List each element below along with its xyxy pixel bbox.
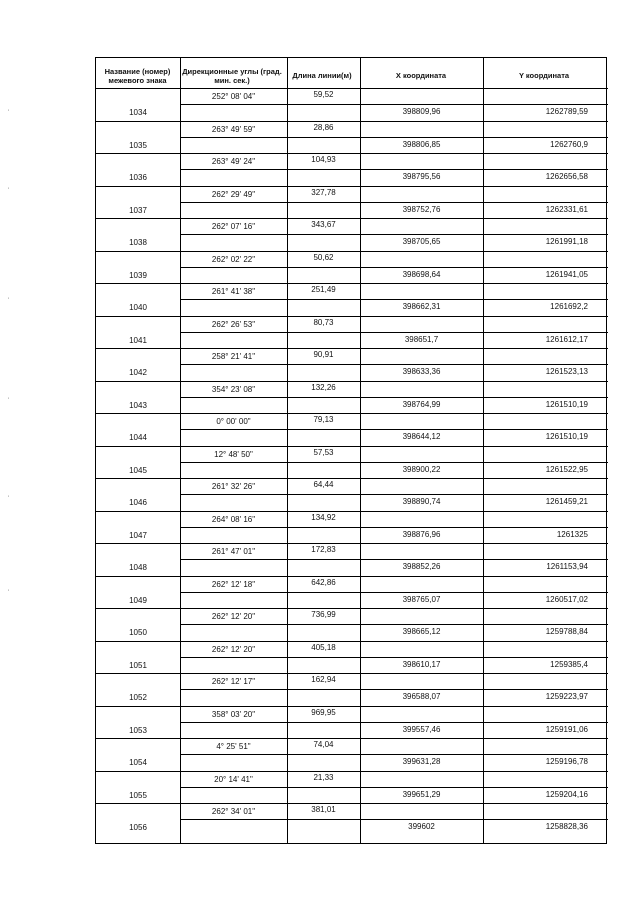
y-coordinate: 1258828,36	[545, 822, 588, 832]
line-length: 736,99	[311, 610, 336, 619]
x-coordinate: 398900,22	[402, 464, 441, 474]
row-divider	[180, 348, 608, 349]
direction-angle: 262° 02' 22"	[211, 254, 256, 264]
x-coordinate: 398633,36	[402, 367, 441, 377]
row-divider	[96, 218, 180, 219]
direction-angle: 263° 49' 59"	[211, 124, 256, 134]
y-coordinate: 1261692,2	[550, 302, 588, 312]
direction-angle: 262° 12' 18"	[211, 579, 256, 589]
point-name: 1040	[129, 303, 147, 313]
point-name: 1049	[129, 595, 147, 605]
y-coordinate: 1262760,9	[550, 139, 588, 149]
direction-angle: 262° 12' 20"	[211, 644, 256, 654]
row-divider	[96, 803, 180, 804]
direction-angle: 258° 21' 41"	[211, 352, 256, 361]
row-divider	[96, 381, 180, 382]
header-length: Длина линии(м)	[292, 71, 352, 80]
row-divider	[180, 169, 608, 170]
y-coordinate: 1259223,97	[545, 692, 588, 702]
header-angle: Дирекционные углы (град. мин. сек.)	[182, 67, 282, 85]
point-name: 1056	[129, 823, 147, 833]
x-coordinate: 398752,76	[402, 204, 441, 214]
line-length: 57,53	[313, 447, 334, 457]
y-coordinate: 1261523,13	[545, 367, 588, 377]
x-coordinate: 398764,99	[402, 399, 441, 409]
line-length: 381,01	[311, 805, 336, 814]
point-name: 1034	[129, 108, 147, 118]
point-name: 1046	[129, 498, 147, 508]
row-divider	[180, 186, 608, 187]
row-divider	[96, 641, 180, 642]
row-divider	[96, 348, 180, 349]
row-divider	[180, 738, 608, 739]
point-name: 1048	[129, 563, 147, 573]
direction-angle: 261° 47' 01"	[211, 547, 256, 556]
line-length: 162,94	[311, 675, 336, 684]
y-coordinate: 1261510,19	[545, 399, 588, 409]
x-coordinate: 398665,12	[402, 627, 441, 637]
row-divider	[180, 592, 608, 593]
y-coordinate: 1259385,4	[550, 659, 588, 669]
row-divider	[180, 478, 608, 479]
y-coordinate: 1262656,58	[545, 172, 588, 182]
direction-angle: 262° 29' 49"	[211, 189, 256, 199]
y-coordinate: 1259196,78	[545, 757, 588, 767]
y-coordinate: 1261612,17	[545, 334, 588, 344]
header-y: Y координата	[518, 71, 570, 80]
line-length: 132,26	[311, 382, 336, 392]
header-x: X координата	[395, 71, 447, 80]
point-name: 1044	[129, 433, 147, 443]
row-divider	[96, 121, 180, 122]
x-coordinate: 398651,7	[404, 334, 439, 344]
row-divider	[96, 543, 180, 544]
row-divider	[180, 787, 608, 788]
row-divider	[180, 803, 608, 804]
y-coordinate: 1262789,59	[545, 107, 588, 117]
row-divider	[180, 657, 608, 658]
y-coordinate: 1261510,19	[545, 432, 588, 442]
row-divider	[96, 186, 180, 187]
direction-angle: 261° 41' 38"	[211, 287, 256, 296]
line-length: 104,93	[311, 155, 336, 164]
point-name: 1043	[129, 400, 147, 410]
point-name: 1053	[129, 725, 147, 735]
y-coordinate: 1261991,18	[545, 237, 588, 247]
row-divider	[180, 494, 608, 495]
row-divider	[180, 624, 608, 625]
x-coordinate: 398662,31	[402, 302, 441, 312]
boundary-table	[95, 57, 607, 844]
x-coordinate: 398852,26	[402, 562, 441, 572]
point-name: 1038	[129, 238, 147, 248]
row-divider	[180, 722, 608, 723]
row-divider	[96, 576, 180, 577]
point-name: 1039	[129, 270, 147, 280]
x-coordinate: 398698,64	[402, 269, 441, 279]
point-name: 1054	[129, 758, 147, 768]
row-divider	[96, 738, 180, 739]
row-divider	[180, 559, 608, 560]
x-coordinate: 398890,74	[402, 497, 441, 507]
margin-tick: '	[8, 398, 10, 404]
x-coordinate: 396588,07	[402, 692, 441, 702]
line-length: 343,67	[311, 220, 336, 229]
line-length: 327,78	[311, 187, 336, 197]
row-divider	[180, 364, 608, 365]
line-length: 405,18	[311, 642, 336, 652]
y-coordinate: 1261459,21	[545, 497, 588, 507]
row-divider	[180, 576, 608, 577]
row-divider	[180, 267, 608, 268]
line-length: 21,33	[313, 772, 334, 782]
direction-angle: 20° 14' 41"	[214, 774, 253, 784]
line-length: 74,04	[313, 740, 334, 749]
row-divider	[180, 397, 608, 398]
column-divider	[360, 58, 361, 843]
row-divider	[180, 543, 608, 544]
direction-angle: 358° 03' 20"	[211, 709, 256, 719]
header-divider	[96, 88, 608, 89]
column-divider	[483, 58, 484, 843]
point-name: 1055	[129, 790, 147, 800]
x-coordinate: 399557,46	[402, 724, 441, 734]
x-coordinate: 398705,65	[402, 237, 441, 247]
margin-tick: '	[8, 188, 10, 194]
direction-angle: 263° 49' 24"	[211, 157, 256, 166]
direction-angle: 261° 32' 26"	[211, 482, 256, 491]
y-coordinate: 1259788,84	[545, 627, 588, 637]
row-divider	[180, 641, 608, 642]
row-divider	[180, 316, 608, 317]
header-name: Название (номер) межевого знака	[104, 67, 171, 85]
row-divider	[180, 673, 608, 674]
row-divider	[180, 153, 608, 154]
point-name: 1037	[129, 205, 147, 215]
line-length: 90,91	[313, 350, 334, 359]
row-divider	[180, 608, 608, 609]
point-name: 1047	[129, 530, 147, 540]
x-coordinate: 398806,85	[402, 139, 441, 149]
line-length: 28,86	[313, 122, 334, 132]
row-divider	[180, 104, 608, 105]
point-name: 1051	[129, 660, 147, 670]
row-divider	[96, 316, 180, 317]
line-length: 64,44	[313, 480, 334, 489]
direction-angle: 4° 25' 51"	[216, 742, 251, 751]
row-divider	[180, 689, 608, 690]
row-divider	[180, 413, 608, 414]
x-coordinate: 398876,96	[402, 529, 441, 539]
y-coordinate: 1260517,02	[545, 594, 588, 604]
direction-angle: 262° 12' 17"	[211, 677, 256, 686]
direction-angle: 262° 07' 16"	[211, 222, 256, 231]
column-divider	[287, 58, 288, 843]
direction-angle: 262° 12' 20"	[211, 612, 256, 621]
row-divider	[180, 446, 608, 447]
row-divider	[180, 251, 608, 252]
row-divider	[96, 251, 180, 252]
row-divider	[96, 608, 180, 609]
x-coordinate: 398809,96	[402, 107, 441, 117]
y-coordinate: 1259191,06	[545, 724, 588, 734]
line-length: 969,95	[311, 707, 336, 717]
direction-angle: 252° 08' 04"	[211, 92, 256, 101]
point-name: 1045	[129, 465, 147, 475]
row-divider	[96, 706, 180, 707]
row-divider	[96, 511, 180, 512]
row-divider	[180, 527, 608, 528]
row-divider	[180, 234, 608, 235]
margin-tick: '	[8, 590, 10, 596]
row-divider	[180, 381, 608, 382]
direction-angle: 262° 26' 53"	[211, 319, 256, 329]
row-divider	[96, 771, 180, 772]
line-length: 134,92	[311, 512, 336, 522]
y-coordinate: 1261325	[556, 529, 588, 539]
row-divider	[180, 511, 608, 512]
row-divider	[96, 153, 180, 154]
x-coordinate: 399651,29	[402, 789, 441, 799]
row-divider	[180, 202, 608, 203]
y-coordinate: 1262331,61	[545, 204, 588, 214]
y-coordinate: 1259204,16	[545, 789, 588, 799]
direction-angle: 262° 34' 01"	[211, 807, 256, 816]
x-coordinate: 399602	[408, 822, 435, 832]
row-divider	[180, 754, 608, 755]
margin-tick: '	[8, 298, 10, 304]
y-coordinate: 1261522,95	[545, 464, 588, 474]
line-length: 59,52	[313, 90, 334, 99]
row-divider	[96, 478, 180, 479]
row-divider	[96, 283, 180, 284]
y-coordinate: 1261941,05	[545, 269, 588, 279]
row-divider	[180, 462, 608, 463]
point-name: 1035	[129, 140, 147, 150]
row-divider	[180, 429, 608, 430]
x-coordinate: 399631,28	[402, 757, 441, 767]
direction-angle: 264° 08' 16"	[211, 514, 256, 524]
line-length: 642,86	[311, 577, 336, 587]
point-name: 1042	[129, 368, 147, 378]
margin-tick: '	[8, 110, 10, 116]
point-name: 1041	[129, 335, 147, 345]
x-coordinate: 398765,07	[402, 594, 441, 604]
row-divider	[180, 332, 608, 333]
line-length: 251,49	[311, 285, 336, 294]
line-length: 80,73	[313, 317, 334, 327]
row-divider	[96, 446, 180, 447]
row-divider	[180, 706, 608, 707]
y-coordinate: 1261153,94	[546, 562, 588, 572]
row-divider	[96, 413, 180, 414]
row-divider	[180, 299, 608, 300]
direction-angle: 354° 23' 08"	[211, 384, 256, 394]
direction-angle: 0° 00' 00"	[216, 417, 251, 426]
point-name: 1050	[129, 628, 147, 638]
row-divider	[96, 673, 180, 674]
row-divider	[180, 137, 608, 138]
margin-tick: '	[8, 496, 10, 502]
direction-angle: 12° 48' 50"	[214, 449, 253, 459]
row-divider	[180, 218, 608, 219]
x-coordinate: 398644,12	[402, 432, 441, 442]
point-name: 1052	[129, 693, 147, 703]
line-length: 172,83	[311, 545, 336, 554]
row-divider	[180, 819, 608, 820]
row-divider	[180, 283, 608, 284]
line-length: 50,62	[313, 252, 334, 262]
row-divider	[180, 121, 608, 122]
x-coordinate: 398795,56	[402, 172, 441, 182]
line-length: 79,13	[313, 415, 334, 424]
row-divider	[180, 771, 608, 772]
point-name: 1036	[129, 173, 147, 183]
column-divider	[180, 58, 181, 843]
x-coordinate: 398610,17	[402, 659, 441, 669]
